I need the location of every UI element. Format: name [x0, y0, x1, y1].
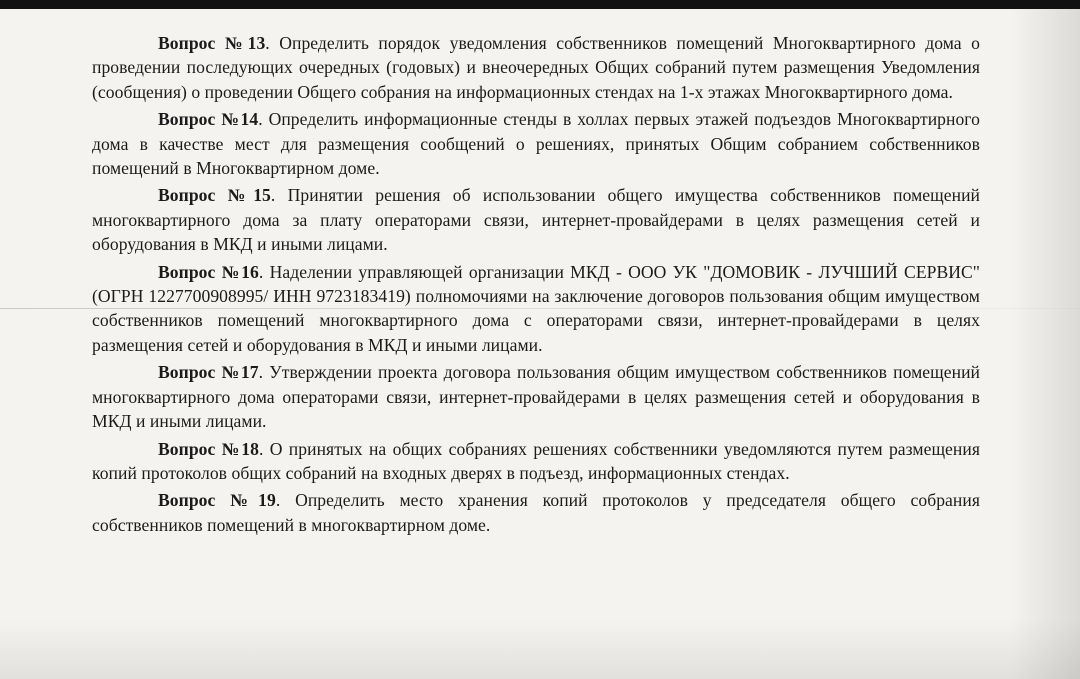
question-14 — [92, 107, 980, 180]
question-label: Вопрос №18 — [158, 438, 259, 459]
question-label: Вопрос №17 — [158, 362, 259, 383]
document-text — [92, 31, 980, 540]
question-label: Вопрос №19 — [158, 490, 276, 511]
page-shadow-bottom — [0, 619, 1080, 679]
question-label: Вопрос №14 — [158, 109, 259, 130]
document-page — [0, 9, 1080, 679]
question-13 — [92, 31, 980, 104]
question-text: . Наделении управляющей организации МКД - ООО УК "ДОМОВИК - ЛУЧШИЙ СЕРВИС" (ОГРН 1227700908995/ ИНН 9723183419) полномочиями на заключение договоров пользования общим имуществом собственников помещений многоквартирного дома с операторами связи, интернет-провайдерами в целях размещения сетей и оборудования в МКД и иными лицами. — [92, 261, 981, 355]
question-label: Вопрос №13 — [158, 33, 266, 53]
question-text: . О принятых на общих собраниях решениях собственники уведомляются путем размещения копий протоколов общих собраний на входных дверях в подъезд, информационных стендах. — [92, 438, 980, 483]
photo-top-edge — [0, 0, 1080, 9]
question-text: . Определить информационные стенды в холлах первых этажей подъездов Многоквартирного дома в качестве мест для размещения сообщений о решениях, принятых Общим собранием собственников помещений в Многоквартирном доме. — [92, 109, 980, 179]
question-text: . Определить порядок уведомления собственников помещений Многоквартирного дома о проведении последующих очередных (годовых) и внеочередных Общих собраний путем размещения Уведомления (сообщения) о проведении Общего собрания на информационных стендах на 1-х этажах Многоквартирного дома. — [92, 33, 980, 102]
question-text: . Утверждении проекта договора пользования общим имуществом собственников помещений многоквартирного дома операторами связи, интернет-провайдерами в целях размещения сетей и оборудования в МКД и иными лицами. — [92, 362, 980, 432]
question-label: Вопрос №16 — [158, 261, 259, 282]
question-17 — [92, 360, 980, 433]
question-text: . Определить место хранения копий протоколов у председателя общего собрания собственников помещений в многоквартирном доме. — [92, 490, 980, 535]
question-18 — [92, 437, 980, 486]
question-text: . Принятии решения об использовании общего имущества собственников помещений многоквартирного дома за плату операторами связи, интернет-провайдерами в целях размещения сетей и оборудования в МКД и иными лицами. — [92, 185, 980, 255]
page-shadow-right — [1010, 9, 1080, 679]
question-label: Вопрос №15 — [158, 185, 271, 206]
question-19 — [92, 488, 980, 537]
question-16 — [92, 260, 980, 358]
question-15 — [92, 183, 980, 256]
